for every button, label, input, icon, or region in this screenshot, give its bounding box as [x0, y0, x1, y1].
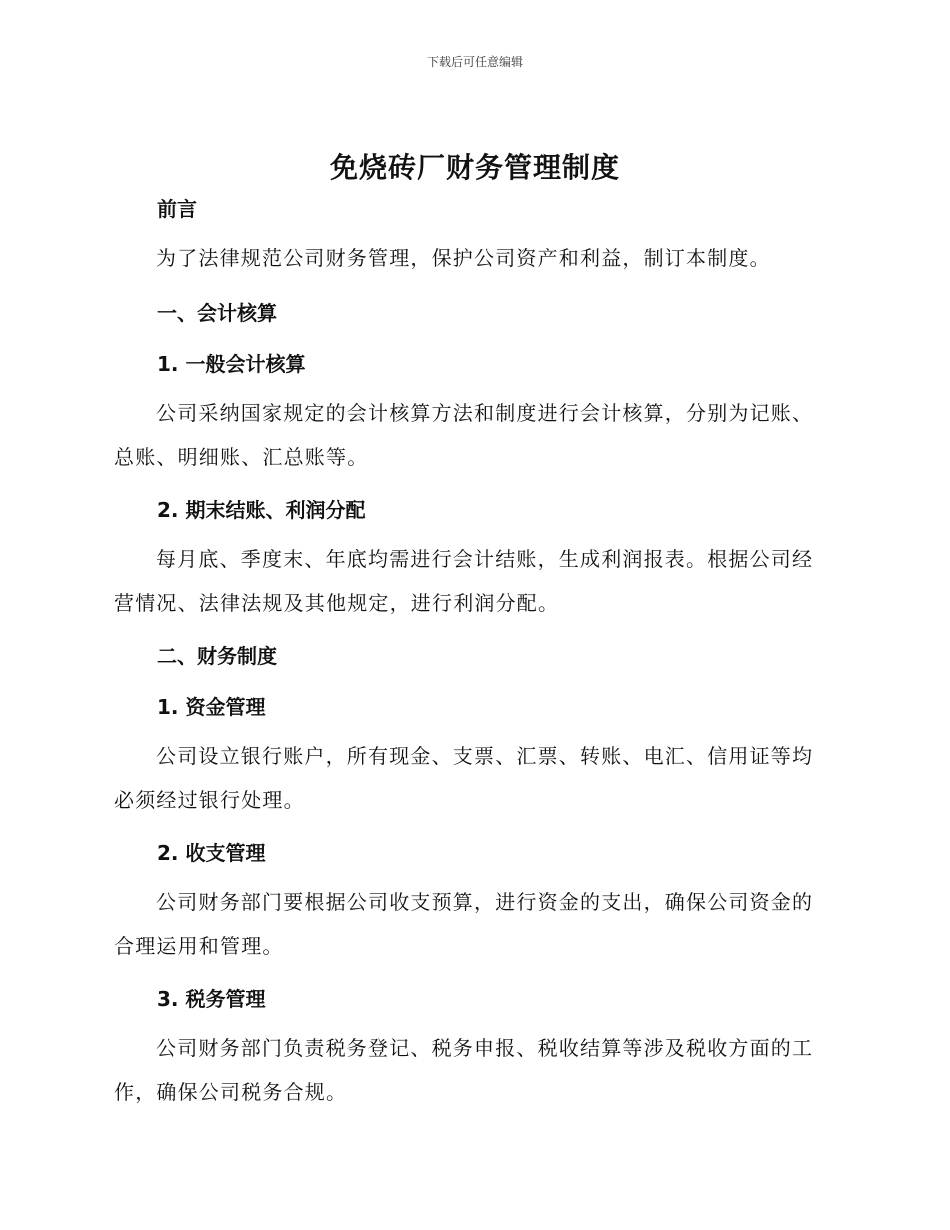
subsection-income-expense-heading: 2. 收支管理: [157, 841, 266, 865]
tax-management-paragraph: 公司财务部门负责税务登记、税务申报、税收结算等涉及税收方面的工作，确保公司税务合规。: [114, 1036, 814, 1104]
fund-management-paragraph: 公司设立银行账户，所有现金、支票、汇票、转账、电汇、信用证等均必须经过银行处理。: [114, 744, 814, 812]
preface-heading: 前言: [157, 197, 197, 221]
section-finance-policy-heading: 二、财务制度: [157, 644, 277, 668]
income-expense-paragraph: 公司财务部门要根据公司收支预算，进行资金的支出，确保公司资金的合理运用和管理。: [114, 890, 814, 958]
subsection-fund-management-heading: 1. 资金管理: [157, 695, 266, 719]
general-accounting-paragraph: 公司采纳国家规定的会计核算方法和制度进行会计核算，分别为记账、总账、明细账、汇总账等。: [114, 401, 814, 469]
document-title: 免烧砖厂财务管理制度: [329, 151, 620, 184]
subsection-period-closing-heading: 2. 期末结账、利润分配: [157, 498, 366, 522]
subsection-tax-management-heading: 3. 税务管理: [157, 987, 266, 1011]
subsection-general-accounting-heading: 1. 一般会计核算: [157, 352, 306, 376]
header-note: 下载后可任意编辑: [426, 55, 523, 69]
period-closing-paragraph: 每月底、季度末、年底均需进行会计结账，生成利润报表。根据公司经营情况、法律法规及其他规定，进行利润分配。: [114, 547, 814, 615]
section-accounting-heading: 一、会计核算: [157, 301, 277, 325]
preface-paragraph: 为了法律规范公司财务管理，保护公司资产和利益，制订本制度。: [156, 246, 771, 270]
